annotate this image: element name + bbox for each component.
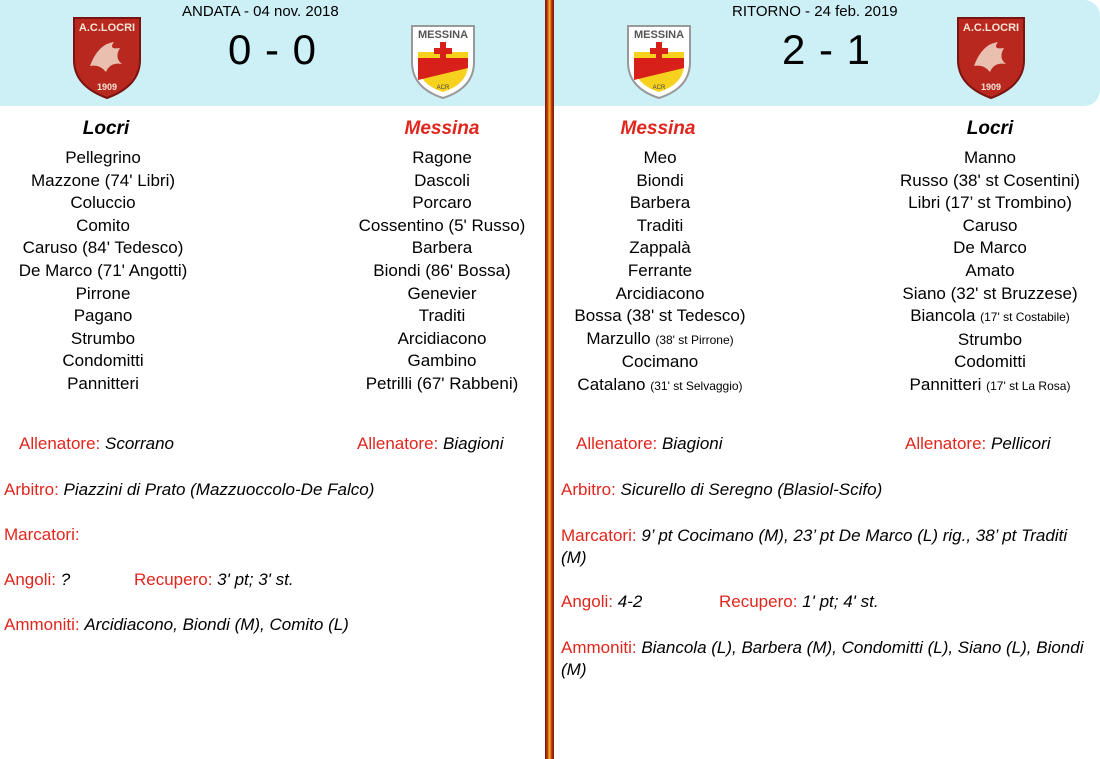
- player-name: Strumbo: [957, 329, 1023, 349]
- messina-crest-sub: ACR: [436, 85, 450, 91]
- coach-label: Allenatore:: [357, 434, 439, 453]
- player-name: De Marco: [953, 238, 1027, 258]
- coach-label: Allenatore:: [19, 434, 101, 453]
- andata-score: 0 - 0: [228, 26, 318, 73]
- player-name: Barbera: [629, 193, 691, 213]
- player-row: Dascoli: [414, 170, 470, 190]
- player-name: Manno: [964, 148, 1016, 167]
- ritorno-corners: [561, 592, 642, 612]
- recovery-label: Recupero:: [134, 570, 213, 589]
- player-row: [888, 374, 1092, 398]
- player-row: [554, 192, 766, 215]
- corners-label: Angoli:: [561, 592, 613, 611]
- andata-referee: [4, 480, 374, 500]
- player-row: Pellegrino: [65, 148, 141, 167]
- player-row: Arcidiacono: [397, 328, 487, 348]
- referee-value: Sicurello di Seregno (Blasiol-Scifo): [620, 480, 883, 499]
- player-name: Russo (38' st Cosentini): [900, 170, 1080, 190]
- player-row: [554, 351, 766, 374]
- player-row: [554, 328, 766, 352]
- ritorno-away-team: Locri: [966, 118, 1014, 139]
- player-row: Strumbo: [70, 328, 136, 348]
- player-row: [888, 237, 1092, 260]
- booked-label: Ammoniti:: [4, 615, 80, 634]
- player-name: Pannitteri: [909, 374, 982, 394]
- player-row: Cossentino (5' Russo): [358, 215, 526, 235]
- player-row: [554, 260, 766, 283]
- andata-date: ANDATA - 04 nov. 2018: [182, 3, 339, 20]
- corners-value: ?: [60, 570, 71, 589]
- messina-crest-text: MESSINA: [417, 29, 469, 41]
- player-name: Siano (32' st Bruzzese): [902, 283, 1078, 303]
- scorers-value: 9’ pt Cocimano (M), 23’ pt De Marco (L) rig., 38’ pt Traditi (M): [561, 526, 1068, 567]
- messina-crest-sub: ACR: [652, 85, 666, 91]
- coach-label: Allenatore:: [905, 434, 987, 453]
- coach-name: Biagioni: [662, 434, 723, 453]
- player-row: [554, 147, 766, 170]
- ritorno-score: 2 - 1: [782, 26, 872, 73]
- player-row: Pirrone: [75, 283, 131, 303]
- player-row: Ragone: [412, 148, 472, 167]
- player-row: [888, 192, 1092, 215]
- player-row: [554, 283, 766, 306]
- booked-label: Ammoniti:: [561, 638, 637, 657]
- player-row: Mazzone (74' Libri): [30, 170, 176, 190]
- referee-value: Piazzini di Prato (Mazzuoccolo-De Falco): [63, 480, 375, 499]
- panel-divider: [545, 0, 554, 759]
- ritorno-away-lineup: [888, 147, 1092, 398]
- locri-crest-text: A.C.LOCRI: [962, 22, 1020, 34]
- player-row: Coluccio: [70, 193, 136, 213]
- messina-crest-text: MESSINA: [633, 29, 685, 41]
- player-row: De Marco (71' Angotti): [18, 260, 188, 280]
- player-name: Codomitti: [954, 352, 1026, 372]
- andata-home-team: Locri: [82, 118, 130, 139]
- corners-label: Angoli:: [4, 570, 56, 589]
- referee-label: Arbitro:: [4, 480, 59, 499]
- andata-booked: [4, 615, 349, 635]
- player-row: [888, 329, 1092, 352]
- andata-home-lineup: [0, 147, 206, 396]
- andata-recovery: [134, 570, 294, 590]
- player-name: Bossa (38' st Tedesco): [574, 306, 746, 326]
- messina-crest-icon: [408, 22, 478, 100]
- player-name: Cocimano: [621, 352, 699, 372]
- player-row: Caruso (84' Tedesco): [22, 238, 184, 258]
- player-row: Condomitti: [62, 351, 144, 371]
- player-row: Porcaro: [412, 193, 472, 213]
- player-substitution: (17' st Costabile): [980, 310, 1070, 325]
- player-row: [888, 215, 1092, 238]
- andata-corners: [4, 570, 70, 590]
- player-name: Traditi: [636, 215, 684, 235]
- player-row: [554, 215, 766, 238]
- player-substitution: (31' st Selvaggio): [650, 378, 743, 393]
- player-name: Catalano: [577, 374, 646, 394]
- player-name: Amato: [965, 260, 1015, 280]
- andata-away-team: Messina: [404, 118, 480, 139]
- player-name: Caruso: [962, 215, 1018, 235]
- player-row: [888, 260, 1092, 283]
- ritorno-booked: [561, 637, 1091, 681]
- andata-home-coach: [19, 434, 174, 454]
- scorers-label: Marcatori:: [4, 525, 80, 544]
- player-row: [554, 170, 766, 193]
- locri-crest-year: 1909: [980, 82, 1002, 92]
- booked-value: Biancola (L), Barbera (M), Condomitti (L), Siano (L), Biondi (M): [561, 638, 1084, 679]
- player-row: Genevier: [407, 283, 477, 303]
- player-name: Libri (17’ st Trombino): [908, 193, 1072, 213]
- locri-crest-icon: [70, 14, 144, 100]
- player-row: [888, 170, 1092, 193]
- player-row: [888, 351, 1092, 374]
- player-name: Meo: [643, 148, 677, 167]
- ritorno-recovery: [719, 592, 879, 612]
- coach-name: Scorrano: [105, 434, 174, 453]
- corners-value: 4-2: [617, 592, 643, 611]
- player-name: Marzullo: [586, 328, 651, 348]
- ritorno-scorers: [561, 525, 1091, 569]
- player-row: Pannitteri: [67, 373, 139, 393]
- player-row: [888, 283, 1092, 306]
- player-substitution: (17' st La Rosa): [986, 378, 1071, 393]
- player-row: [554, 305, 766, 328]
- andata-away-coach: [357, 434, 504, 454]
- locri-crest-year: 1909: [96, 82, 118, 92]
- player-row: [554, 374, 766, 398]
- player-name: Biancola: [910, 306, 976, 326]
- player-row: Biondi (86' Bossa): [373, 260, 511, 280]
- andata-panel: [0, 0, 546, 759]
- player-name: Biondi: [636, 170, 684, 190]
- ritorno-panel: [554, 0, 1100, 759]
- coach-name: Biagioni: [443, 434, 504, 453]
- andata-scorers: [4, 525, 80, 545]
- scorers-label: Marcatori:: [561, 526, 637, 545]
- player-row: [888, 147, 1092, 170]
- player-substitution: (38' st Pirrone): [655, 332, 734, 347]
- referee-label: Arbitro:: [561, 480, 616, 499]
- recovery-value: 1' pt; 4' st.: [802, 592, 879, 611]
- player-row: Petrilli (67' Rabbeni): [365, 373, 519, 393]
- player-row: Pagano: [73, 306, 133, 326]
- messina-crest-icon: [624, 22, 694, 100]
- player-row: [554, 237, 766, 260]
- player-row: Gambino: [407, 351, 477, 371]
- andata-away-lineup: [340, 147, 544, 396]
- player-name: Zappalà: [629, 238, 691, 258]
- ritorno-home-team: Messina: [620, 118, 696, 139]
- player-name: Ferrante: [627, 260, 693, 280]
- player-row: Comito: [76, 215, 130, 235]
- recovery-label: Recupero:: [719, 592, 798, 611]
- recovery-value: 3' pt; 3' st.: [217, 570, 294, 589]
- player-row: [888, 305, 1092, 329]
- ritorno-date: RITORNO - 24 feb. 2019: [732, 3, 898, 20]
- ritorno-home-lineup: [554, 147, 766, 398]
- ritorno-home-coach: [576, 434, 723, 454]
- coach-label: Allenatore:: [576, 434, 658, 453]
- coach-name: Pellicori: [991, 434, 1051, 453]
- ritorno-away-coach: [905, 434, 1051, 454]
- booked-value: Arcidiacono, Biondi (M), Comito (L): [84, 615, 349, 634]
- locri-crest-text: A.C.LOCRI: [78, 22, 136, 34]
- locri-crest-icon: [954, 14, 1028, 100]
- ritorno-referee: [561, 480, 882, 500]
- player-row: Barbera: [411, 238, 473, 258]
- player-name: Arcidiacono: [615, 283, 705, 303]
- player-row: Traditi: [418, 306, 466, 326]
